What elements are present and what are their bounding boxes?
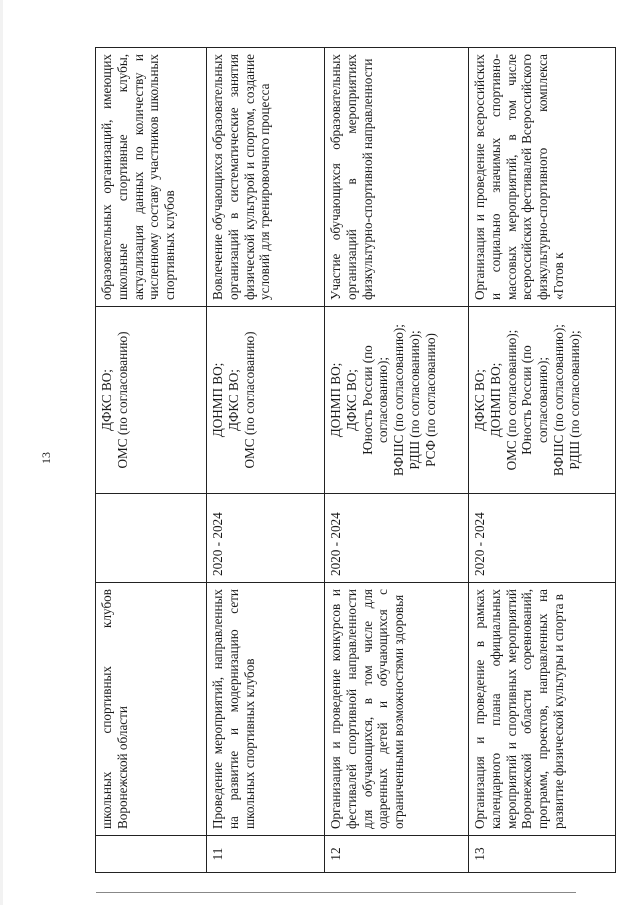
responsible-executors <box>469 307 616 494</box>
responsible-line: ДФКС ВО; <box>343 369 359 431</box>
responsible-line: ДОНМП ВО; <box>328 362 343 438</box>
table-row <box>207 48 325 873</box>
responsible-line: ДОНМП ВО; <box>487 362 503 438</box>
responsible-executors <box>96 307 207 494</box>
expected-result: Вовлечение обучающихся образовательных организаций в систематические занятия физической культурой и спортом, создание условий для тренировочного процесса <box>207 48 325 307</box>
scan-edge <box>0 0 3 905</box>
responsible-line: ОМС (по согласованию) <box>114 331 130 469</box>
responsible-line: РДШ (по согласованию); <box>566 330 582 470</box>
expected-result: образовательных организаций, имеющих школьные спортивные клубы, актуализация данных по количеству и численному составу участников школьных спортивных клубов <box>96 48 207 307</box>
table-row <box>469 48 616 873</box>
responsible-line: ДФКС ВО; <box>225 369 241 431</box>
responsible-line: ВФШС (по согласованию); <box>550 324 566 476</box>
activity-name: Проведение мероприятий, направленных на развитие и модернизацию сети школьных спортивных клубов <box>207 583 325 836</box>
responsible-line: ОМС (по согласованию) <box>241 331 257 469</box>
responsible-line: РСФ (по согласованию) <box>422 333 438 467</box>
bottom-divider <box>96 892 576 893</box>
responsible-executors <box>325 307 469 494</box>
responsible-line: ОМС (по согласованию); <box>503 329 519 471</box>
responsible-line: ВФШС (по согласованию); <box>391 324 407 476</box>
activity-term: 2020 - 2024 <box>207 494 325 583</box>
activity-term: 2020 - 2024 <box>325 494 469 583</box>
activity-name: Организация и проведение в рамках календарного плана официальных мероприятий и спортивных мероприятий Воронежской области соревнований, программ, проектов, направленных на развитие физической культуры и спорта в <box>469 583 616 836</box>
responsible-line: Юность России (по согласованию); <box>519 345 551 455</box>
responsible-line: ДФКС ВО; <box>99 369 114 431</box>
expected-result: Участие обучающихся образовательных организаций в мероприятиях физкультурно-спортивной направленности <box>325 48 469 307</box>
table-row <box>96 48 207 873</box>
activities-table <box>95 47 616 873</box>
row-number: 12 <box>325 836 469 873</box>
rotated-table-container <box>95 48 615 873</box>
table-row <box>325 48 469 873</box>
responsible-executors <box>207 307 325 494</box>
page-number: 13 <box>39 452 53 464</box>
activity-term <box>96 494 207 583</box>
activity-term: 2020 - 2024 <box>469 494 616 583</box>
responsible-line: РДШ (по согласованию); <box>406 330 422 470</box>
expected-result: Организация и проведение всероссийских и социально значимых спортивно-массовых мероприятий, в том числе всероссийских фестивалей Всероссийского физкультурно-спортивного комплекса «Готов к <box>469 48 616 307</box>
responsible-line: ДОНМП ВО; <box>210 362 225 438</box>
activity-name: Организация и проведение конкурсов и фестивалей спортивной направленности для обучающихся, в том числе для одаренных детей и обучающихся с ограниченными возможностями здоровья <box>325 583 469 836</box>
row-number: 11 <box>207 836 325 873</box>
row-number: 13 <box>469 836 616 873</box>
row-number <box>96 836 207 873</box>
responsible-line: ДФКС ВО; <box>472 369 487 431</box>
responsible-line: Юность России (по согласованию); <box>359 345 391 455</box>
activity-name: школьных спортивных клубов Воронежской области <box>96 583 207 836</box>
